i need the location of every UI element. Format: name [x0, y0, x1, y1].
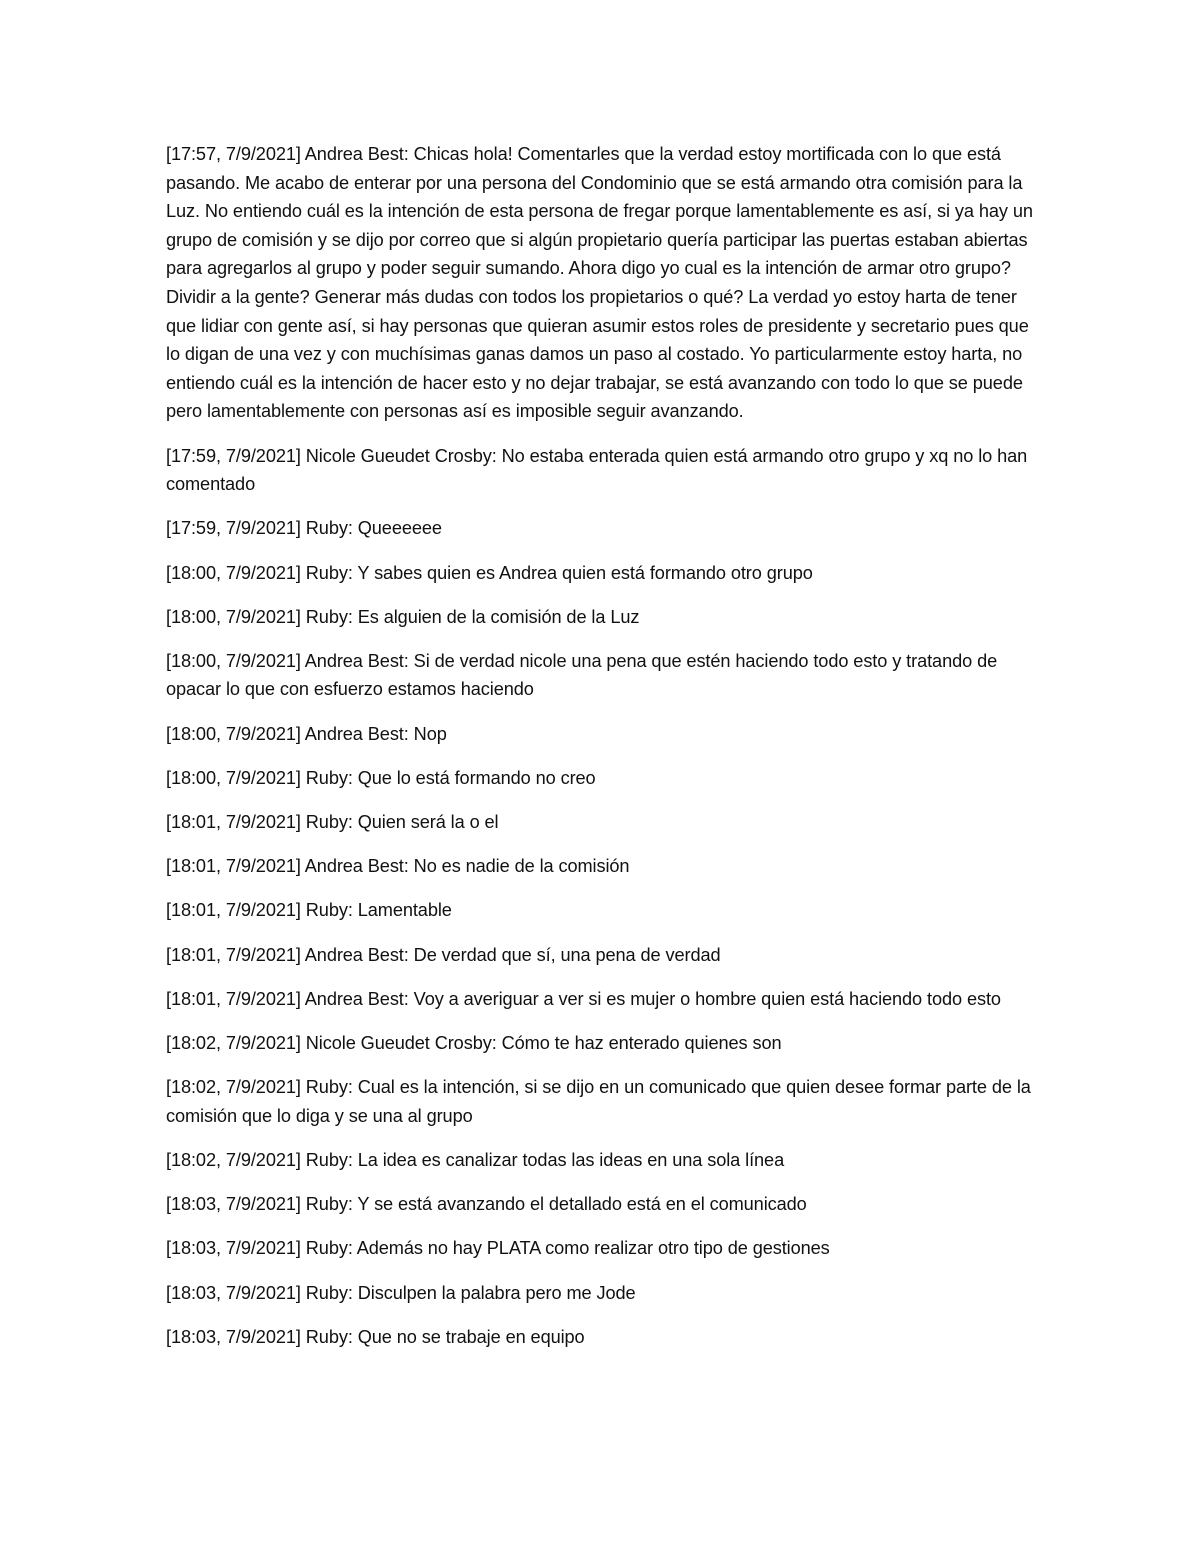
chat-message: [18:01, 7/9/2021] Andrea Best: No es nadie de la comisión — [166, 856, 630, 877]
chat-message: [18:02, 7/9/2021] Ruby: Cual es la intención, si se dijo en un comunicado que quien desee formar parte de la comisión que lo diga y se una al grupo — [166, 1077, 1031, 1126]
chat-message: [17:59, 7/9/2021] Ruby: Queeeeee — [166, 518, 442, 539]
chat-message: [18:01, 7/9/2021] Andrea Best: De verdad que sí, una pena de verdad — [166, 944, 721, 965]
chat-message: [18:03, 7/9/2021] Ruby: Y se está avanzando el detallado está en el comunicado — [166, 1194, 807, 1215]
chat-message: [18:00, 7/9/2021] Ruby: Es alguien de la comisión de la Luz — [166, 606, 640, 627]
chat-message: [18:01, 7/9/2021] Ruby: Lamentable — [166, 900, 452, 921]
chat-message: [18:02, 7/9/2021] Ruby: La idea es canalizar todas las ideas en una sola línea — [166, 1149, 785, 1170]
chat-message: [18:00, 7/9/2021] Ruby: Y sabes quien es Andrea quien está formando otro grupo — [166, 562, 813, 583]
chat-message: [17:57, 7/9/2021] Andrea Best: Chicas hola! Comentarles que la verdad estoy mortificada con lo que está pasando. Me acabo de enterar por una persona del Condominio que se está armando otra comisión para la Luz. No entiendo cuál es la intención de esta persona de fregar porque lamentablemente es así, si ya hay un grupo de comisión y se dijo por correo que si algún propietario quería participar las puertas estaban abiertas para agregarlos al grupo y poder seguir sumando. Ahora digo yo cual es la intención de armar otro grupo? Dividir a la gente? Generar más dudas con todos los propietarios o qué? La verdad yo estoy harta de tener que lidiar con gente así, si hay personas que quieran asumir estos roles de presidente y secretario pues que lo digan de una vez y con muchísimas ganas damos un paso al costado. Yo particularmente estoy harta, no entiendo cuál es la intención de hacer esto y no dejar trabajar, se está avanzando con todo lo que se puede pero lamentablemente con personas así es imposible seguir avanzando. — [166, 144, 1033, 422]
chat-message: [18:00, 7/9/2021] Ruby: Que lo está formando no creo — [166, 767, 596, 788]
chat-message: [18:03, 7/9/2021] Ruby: Además no hay PLATA como realizar otro tipo de gestiones — [166, 1238, 830, 1259]
chat-message: [18:03, 7/9/2021] Ruby: Disculpen la palabra pero me Jode — [166, 1282, 636, 1303]
chat-message: [18:01, 7/9/2021] Andrea Best: Voy a averiguar a ver si es mujer o hombre quien está haciendo todo esto — [166, 988, 1001, 1009]
chat-transcript — [166, 140, 1042, 1367]
chat-message: [18:03, 7/9/2021] Ruby: Que no se trabaje en equipo — [166, 1326, 585, 1347]
chat-message: [17:59, 7/9/2021] Nicole Gueudet Crosby: No estaba enterada quien está armando otro grupo y xq no lo han comentado — [166, 445, 1028, 495]
chat-message: [18:00, 7/9/2021] Andrea Best: Si de verdad nicole una pena que estén haciendo todo esto y tratando de opacar lo que con esfuerzo estamos haciendo — [166, 650, 998, 700]
chat-message: [18:00, 7/9/2021] Andrea Best: Nop — [166, 723, 447, 744]
chat-message: [18:02, 7/9/2021] Nicole Gueudet Crosby: Cómo te haz enterado quienes son — [166, 1032, 782, 1053]
chat-message: [18:01, 7/9/2021] Ruby: Quien será la o el — [166, 812, 499, 833]
